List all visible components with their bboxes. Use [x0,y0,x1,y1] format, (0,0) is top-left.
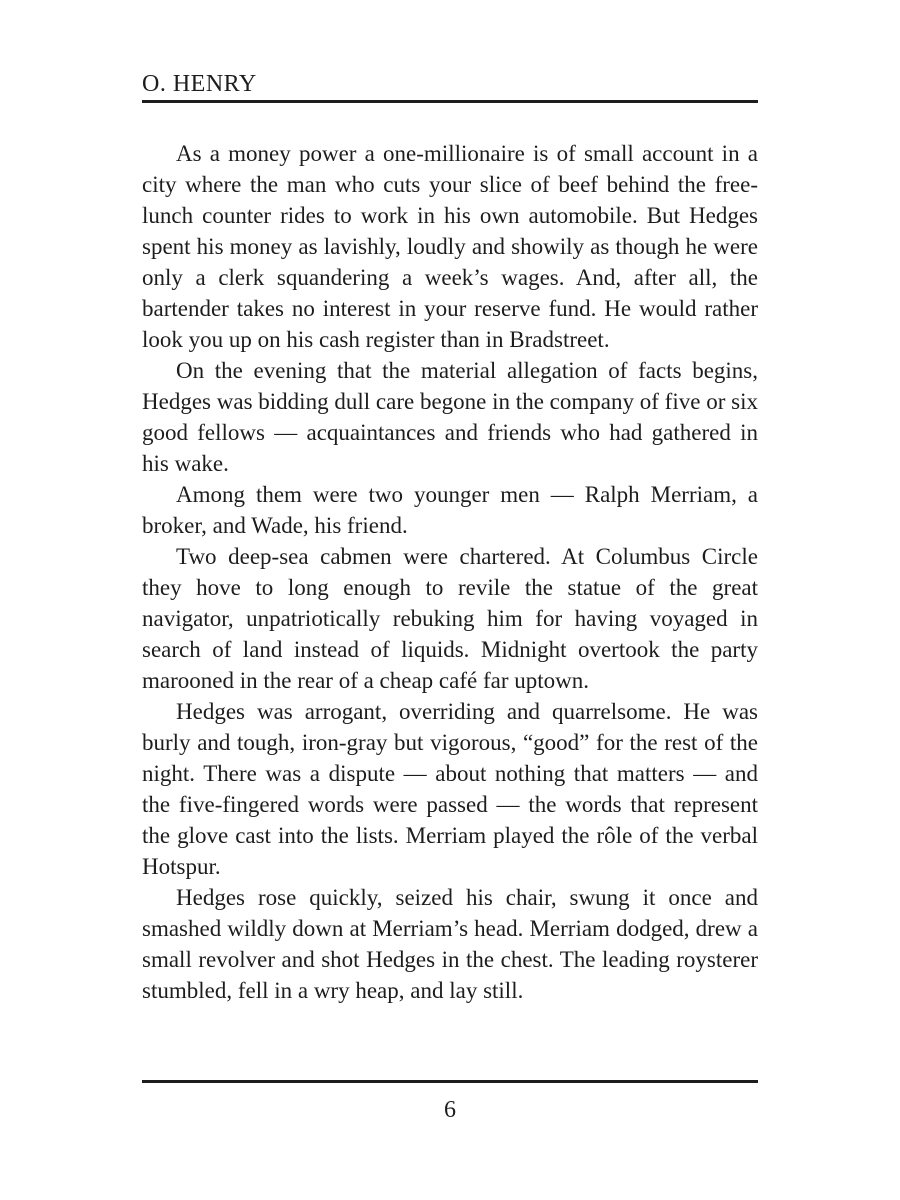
paragraph: Hedges was arrogant, overriding and quarrelsome. He was burly and tough, iron-gray but vigorous, “good” for the rest of the night. There was a dispute — about nothing that matters — and the five-fingered words were passed — the words that represent the glove cast into the lists. Merriam played the rôle of the verbal Hotspur. [142,699,758,879]
paragraph: Two deep-sea cabmen were chartered. At Columbus Circle they hove to long enough to revile the statue of the great navigator, unpatriotically rebuking him for having voyaged in search of land instead of liquids. Midnight overtook the party marooned in the rear of a cheap café far uptown. [142,544,758,693]
paragraph: Among them were two younger men — Ralph Merriam, a broker, and Wade, his friend. [142,482,758,538]
paragraph: On the evening that the material allegation of facts begins, Hedges was bidding dull care begone in the company of five or six good fellows — acquaintances and friends who had gathered in his wake. [142,358,758,476]
footer-rule [142,1080,758,1083]
running-title: O. HENRY [142,71,257,97]
paragraph: As a money power a one-millionaire is of small account in a city where the man who cuts your slice of beef behind the free-lunch counter rides to work in his own automobile. But Hedges spent his money as lavishly, loudly and showily as though he were only a clerk squandering a week’s wages. And, after all, the bartender takes no interest in your reserve fund. He would rather look you up on his cash register than in Bradstreet. [142,141,758,352]
paragraph: Hedges rose quickly, seized his chair, swung it once and smashed wildly down at Merriam’s head. Merriam dodged, drew a small revolver and shot Hedges in the chest. The leading roysterer stumbled, fell in a wry heap, and lay still. [142,885,758,1003]
body-text [142,138,758,1006]
page-number: 6 [444,1097,456,1123]
header-rule [142,100,758,103]
